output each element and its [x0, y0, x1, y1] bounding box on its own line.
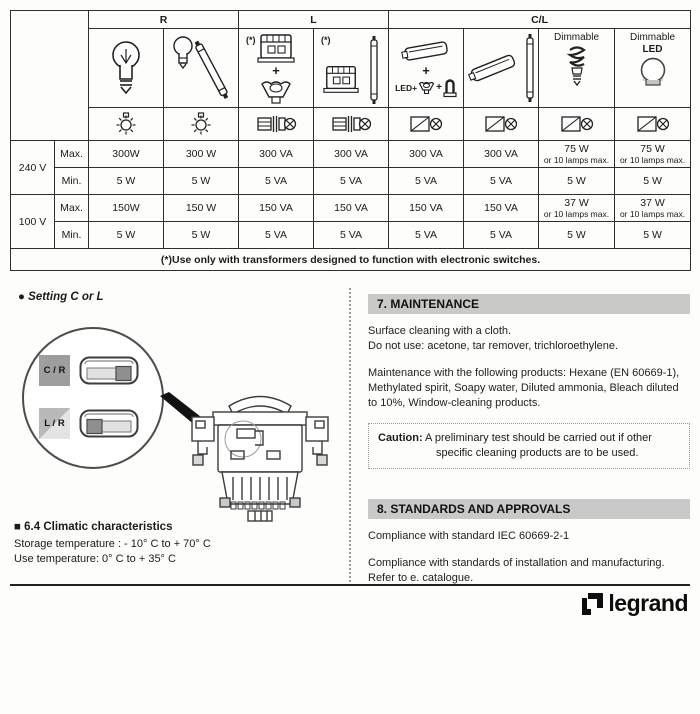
- symbol-incandescent: [164, 108, 239, 141]
- switch-setting-lr: [39, 408, 139, 439]
- resistive-load-symbol: [186, 112, 216, 136]
- group-header-cl: C/L: [389, 11, 691, 29]
- electronic-transformer-symbol: [631, 113, 675, 135]
- column-halogen: [164, 29, 239, 108]
- value-cell: 150 VA: [464, 195, 539, 222]
- maintenance-line: Surface cleaning with a cloth.: [368, 325, 512, 337]
- value-cell: 5 VA: [239, 222, 314, 249]
- square-bullet-icon: ■: [14, 521, 21, 533]
- value-cell: 150 VA: [389, 195, 464, 222]
- cfl-spiral-icon: [565, 44, 589, 88]
- value-cell: [539, 141, 615, 168]
- value-cell: 5 VA: [464, 168, 539, 195]
- resistive-load-symbol: [111, 112, 141, 136]
- plus-sign: +: [436, 82, 442, 93]
- slider-switch-right: [79, 356, 139, 385]
- iron-transformer-symbol: [254, 113, 298, 135]
- value-cell: 300W: [89, 141, 164, 168]
- value-cell: 5 VA: [239, 168, 314, 195]
- maintenance-header: 7. MAINTENANCE: [368, 294, 690, 314]
- symbol-incandescent: [89, 108, 164, 141]
- halogen-spot-icon: [259, 77, 293, 105]
- footnote-marker: (*): [321, 35, 331, 45]
- electronic-transformer-symbol: [479, 113, 523, 135]
- incandescent-bulb-icon: [108, 39, 144, 97]
- standards-header: 8. STANDARDS AND APPROVALS: [368, 499, 690, 519]
- value-cell: 5 W: [89, 222, 164, 249]
- led-label: LED: [642, 44, 663, 55]
- table-corner-cell: [11, 11, 89, 141]
- footnote-marker: (*): [246, 35, 256, 45]
- value-cell: 5 W: [615, 222, 691, 249]
- limit-label: Min.: [55, 168, 89, 195]
- iron-transformer-symbol: [329, 113, 373, 135]
- voltage-label: 100 V: [11, 195, 55, 249]
- maintenance-paragraph: Maintenance with the following products: Hexane (EN 60669-1), Methylated spirit, Soapy water, Diluted ammonia, Bleach diluted to 10%, Window-cleaning products.: [368, 367, 680, 409]
- slider-switch-left: [79, 409, 139, 438]
- group-header-l: L: [239, 11, 389, 29]
- value-cell: 5 VA: [389, 168, 464, 195]
- dimmable-label: Dimmable: [630, 32, 676, 43]
- value-cell: 150W: [89, 195, 164, 222]
- column-incandescent: [89, 29, 164, 108]
- table-row: [11, 195, 691, 222]
- symbol-electronic-transformer: [389, 108, 464, 141]
- limit-label: Max.: [55, 141, 89, 168]
- value-cell: 150 VA: [239, 195, 314, 222]
- column-transformer-halogen: [239, 29, 314, 108]
- value-line: or 10 lamps max.: [543, 209, 610, 219]
- symbol-electronic-transformer: [539, 108, 615, 141]
- value-cell: 5 VA: [389, 222, 464, 249]
- value-cell: [539, 195, 615, 222]
- voltage-label: 240 V: [11, 141, 55, 195]
- value-cell: 5 W: [164, 222, 239, 249]
- value-cell: 150 W: [164, 195, 239, 222]
- value-cell: 300 VA: [389, 141, 464, 168]
- standards-line: Refer to e. catalogue.: [368, 572, 474, 584]
- setting-title-text: Setting C or L: [28, 291, 104, 303]
- plus-sign: +: [272, 62, 280, 78]
- value-cell: 5 W: [164, 168, 239, 195]
- table-row: [11, 168, 691, 195]
- symbol-electronic-transformer: [464, 108, 539, 141]
- column-eballast-tube: [464, 29, 539, 108]
- value-line: or 10 lamps max.: [619, 155, 686, 165]
- maintenance-line: Do not use: acetone, tar remover, trichloroethylene.: [368, 340, 619, 352]
- column-divider: [349, 288, 351, 582]
- value-line: or 10 lamps max.: [543, 155, 610, 165]
- use-temperature: Use temperature: 0° C to + 35° C: [14, 553, 176, 565]
- standards-line: Compliance with standards of installation and manufacturing.: [368, 557, 665, 569]
- fluorescent-tube-icon: [524, 34, 536, 102]
- dimmable-label: Dimmable: [554, 32, 600, 43]
- value-line: 37 W: [640, 197, 665, 209]
- table-footnote: (*)Use only with transformers designed to function with electronic switches.: [11, 249, 691, 271]
- table-row: [11, 222, 691, 249]
- value-cell: 300 VA: [239, 141, 314, 168]
- value-cell: 300 VA: [464, 141, 539, 168]
- climatic-section-title: [14, 521, 172, 533]
- magnifier-circle: [22, 327, 164, 469]
- caution-box: [368, 423, 690, 469]
- standards-line: Compliance with standard IEC 60669-2-1: [368, 530, 570, 542]
- limit-label: Max.: [55, 195, 89, 222]
- plus-sign: +: [422, 62, 430, 78]
- storage-temperature: Storage temperature : - 10° C to + 70° C: [14, 538, 211, 550]
- column-etransformer-led: [389, 29, 464, 108]
- load-table: [10, 10, 690, 271]
- value-cell: 300 W: [164, 141, 239, 168]
- mode-label-cr: C / R: [39, 355, 70, 386]
- right-column: [368, 294, 690, 586]
- limit-label: Min.: [55, 222, 89, 249]
- value-line: 75 W: [564, 143, 589, 155]
- column-ballast-tube: [314, 29, 389, 108]
- fluorescent-tube-icon: [368, 36, 380, 104]
- value-cell: 300 VA: [314, 141, 389, 168]
- mechanism-rear-drawing: [185, 384, 335, 522]
- electronic-transformer-symbol: [555, 113, 599, 135]
- bullet-icon: ●: [18, 291, 25, 303]
- value-cell: 5 W: [539, 168, 615, 195]
- switch-setting-cr: [39, 355, 139, 386]
- electronic-transformer-symbol: [404, 113, 448, 135]
- legrand-mark-icon: [580, 592, 604, 616]
- caution-text: A preliminary test should be carried out if other specific cleaning products are to be used.: [422, 432, 652, 459]
- value-line: 75 W: [640, 143, 665, 155]
- electronic-ballast-icon: [467, 47, 519, 89]
- value-line: 37 W: [564, 197, 589, 209]
- electronic-transformer-icon: [400, 38, 452, 64]
- brand-name: legrand: [608, 590, 688, 616]
- value-cell: 5 VA: [314, 168, 389, 195]
- halogen-spot-icon: [418, 80, 435, 95]
- value-line: or 10 lamps max.: [619, 209, 686, 219]
- symbol-iron-transformer: [314, 108, 389, 141]
- cfl-stick-icon: [443, 77, 457, 99]
- column-dimmable-led: [615, 29, 691, 108]
- caution-label: Caution:: [378, 432, 423, 444]
- group-header-r: R: [89, 11, 239, 29]
- footer-rule: [10, 584, 690, 586]
- led-bulb-icon: [639, 56, 667, 90]
- table-row: [11, 141, 691, 168]
- value-cell: 5 W: [539, 222, 615, 249]
- symbol-iron-transformer: [239, 108, 314, 141]
- symbol-electronic-transformer: [615, 108, 691, 141]
- brand-logo: [580, 590, 688, 617]
- value-cell: 150 VA: [314, 195, 389, 222]
- value-cell: 5 VA: [314, 222, 389, 249]
- column-dimmable-cfl: [539, 29, 615, 108]
- value-cell: 5 W: [615, 168, 691, 195]
- value-cell: [615, 195, 691, 222]
- mode-label-lr: L / R: [39, 408, 70, 439]
- halogen-lamps-icon: [166, 32, 236, 106]
- value-cell: 5 W: [89, 168, 164, 195]
- transformer-icon: [322, 63, 360, 95]
- led-plus-label: LED+: [395, 82, 418, 93]
- setting-section-title: [18, 291, 104, 303]
- climatic-title-text: 6.4 Climatic characteristics: [24, 521, 173, 533]
- value-cell: [615, 141, 691, 168]
- transformer-icon: [256, 32, 296, 64]
- value-cell: 5 VA: [464, 222, 539, 249]
